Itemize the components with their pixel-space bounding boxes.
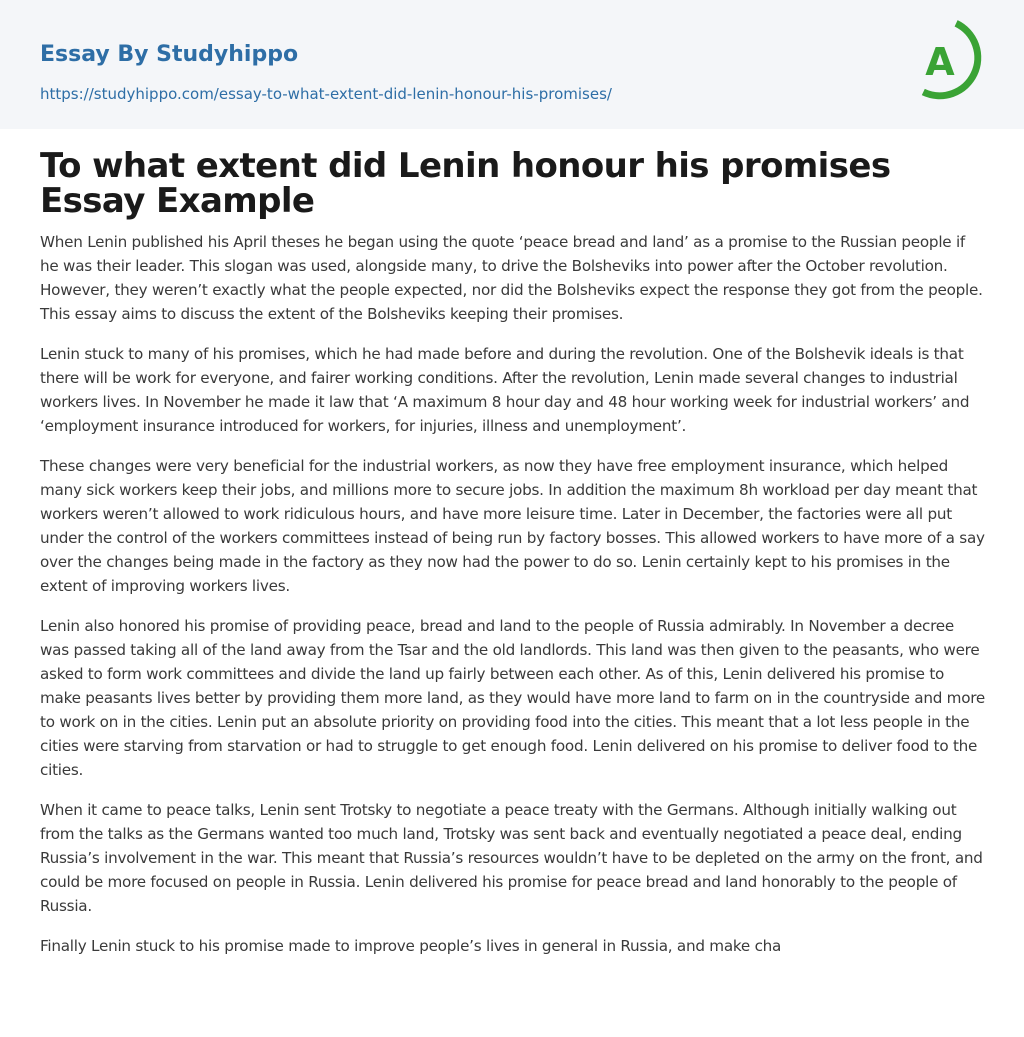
article-title xyxy=(40,146,990,221)
article-body xyxy=(40,230,986,974)
paragraph: Finally Lenin stuck to his promise made to improve people’s lives in general in Russia, and make cha xyxy=(40,937,782,955)
paragraph: Lenin stuck to many of his promises, which he had made before and during the revolution. One of the Bolshevik ideals is that there will be work for everyone, and fairer working conditions. After the revolution, Lenin made several changes to industrial workers lives. In November he made it law that ‘A maximum 8 hour day and 48 hour working week for industrial workers’ and ‘employment insurance introduced for workers, for injuries, illness and unemployment’. xyxy=(40,345,970,435)
paragraph: When it came to peace talks, Lenin sent Trotsky to negotiate a peace treaty with the Germans. Although initially walking out from the talks as the Germans wanted too much land, Trotsky was sent back and eventually negotiated a peace deal, ending Russia’s involvement in the war. This meant that Russia’s resources wouldn’t have to be depleted on the army on the front, and could be more focused on people in Russia. Lenin delivered his promise for peace bread and land honorably to the people of Russia. xyxy=(40,801,983,915)
site-name[interactable]: Essay By Studyhippo xyxy=(40,42,299,67)
paragraph: When Lenin published his April theses he began using the quote ‘peace bread and land’ as a promise to the Russian people if he was their leader. This slogan was used, alongside many, to drive the Bolsheviks into power after the October revolution. However, they weren’t exactly what the people expected, nor did the Bolsheviks expect the response they got from the people. This essay aims to discuss the extent of the Bolsheviks keeping their promises. xyxy=(40,233,983,323)
logo-letter: A xyxy=(925,40,955,84)
paragraph: Lenin also honored his promise of providing peace, bread and land to the people of Russia admirably. In November a decree was passed taking all of the land away from the Tsar and the old landlords. This land was then given to the peasants, who were asked to form work committees and divide the land up fairly between each other. As of this, Lenin delivered his promise to make peasants lives better by providing them more land, as they would have more land to farm on in the countryside and more to work on in the cities. Lenin put an absolute priority on providing food into the cities. This meant that a lot less people in the cities were starving from starvation or had to struggle to get enough food. Lenin delivered on his promise to deliver food to the cities. xyxy=(40,617,986,779)
studyhippo-logo-icon[interactable] xyxy=(912,18,988,106)
site-header xyxy=(0,0,1024,129)
article-title-line2: Essay Example xyxy=(40,181,315,221)
paragraph: These changes were very beneficial for the industrial workers, as now they have free employment insurance, which helped many sick workers keep their jobs, and millions more to secure jobs. In addition the maximum 8h workload per day meant that workers weren’t allowed to work ridiculous hours, and have more leisure time. Later in December, the factories were all put under the control of the workers committees instead of being run by factory bosses. This allowed workers to have more of a say over the changes being made in the factory as they now had the power to do so. Lenin certainly kept to his promises in the extent of improving workers lives. xyxy=(40,457,985,595)
article-title-line1: To what extent did Lenin honour his promises xyxy=(40,146,891,186)
page-url-link[interactable]: https://studyhippo.com/essay-to-what-extent-did-lenin-honour-his-promises/ xyxy=(40,85,612,103)
